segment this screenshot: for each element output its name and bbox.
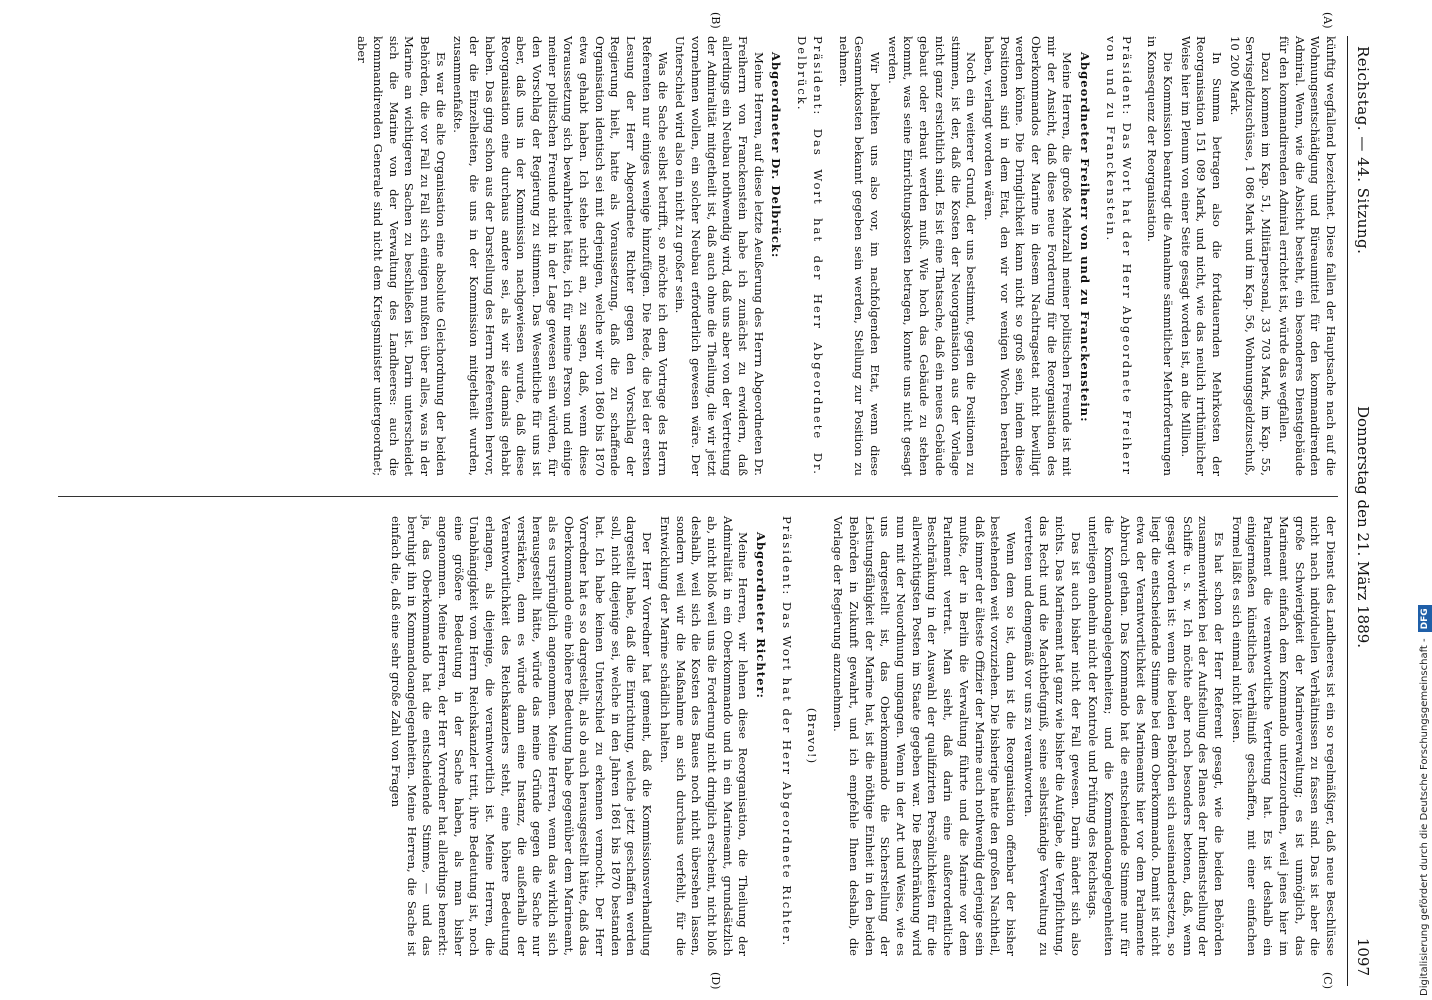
paragraph: Meine Herren, wir lehnen diese Reorganisation, die Theilung der Admiralität in ein Oberkommando und in ein Marineamt, grundsätzlich ab, nicht bloß weil uns die Forderung nicht dringlich erscheint, nicht bloß deshalb, weil sich die Kosten des Baues noch nicht übersehen lassen, sondern weil wir die Maßnahme an sich durchaus verfehlt, für die Entwicklung der Marine schädlich halten. (657, 516, 751, 956)
margin-mark-d: (D) (709, 972, 722, 990)
column-divider (58, 496, 1338, 497)
margin-mark-b: (B) (709, 12, 722, 29)
paragraph: Die Kommission beantragt die Annahme sämmtlicher Mehrforderungen in Konsequenz der Reorganisation. (1145, 36, 1175, 476)
page-number: 1097 (1354, 937, 1372, 976)
speaker-name: Abgeordneter Dr. Delbrück: (769, 52, 784, 259)
speaker-line (752, 516, 768, 956)
margin-mark-a: (A) (1321, 12, 1334, 29)
speaker-name: Abgeordneter Freiherr von und zu Franckenstein: (1078, 52, 1093, 423)
paragraph: Wir behalten uns also vor, im nachfolgenden Etat, wenn diese Gesammtkosten bekannt gegeben sein werden, Stellung zur Position zu nehmen. (836, 36, 883, 476)
paragraph: Es war die alte Organisation eine absolute Gleichordnung der beiden Behörden, die vor Fall zu Fall sich einigen mußten über alles, was in der Marine an wichtigeren Sachen zu beschließen ist. Darin unterscheidet sich die Marine von der Verwaltung des Landheeres: auch die kommandirenden Generale sind nicht dem Kriegsminister untergeordnet; aber (355, 36, 448, 476)
rotated-sheet (42, 6, 1382, 996)
paragraph: Dazu kommen im Kap. 51, Militärpersonal, 33 703 Mark, im Kap. 55, Servisgeldzuschüsse, 1 086 Mark und im Kap. 56, Wohnungsgeldzuschuß, 10 200 Mark. (1227, 36, 1274, 476)
speaker-name: Abgeordneter Richter: (754, 532, 769, 699)
header-rule (1347, 36, 1348, 986)
margin-mark-c: (C) (1321, 972, 1334, 989)
dfg-credit (1418, 0, 1432, 996)
credit-text: Digitalisierung gefördert durch die Deutsche Forschungsgemeinschaft - (1419, 638, 1430, 996)
president-remark: Präsident: Das Wort hat der Herr Abgeordnete Dr. Delbrück. (795, 36, 825, 476)
paragraph: Noch ein weiterer Grund, der uns bestimmt, gegen die Positionen zu stimmen, ist der, daß die Kosten der Neuorganisation aus der Vorlage nicht ganz ersichtlich sind. Es ist eine Thatsache, daß ein neues Gebäude gebaut oder erbaut werden muß. Wie hoch das Gebäude zu stehen kommt, was seine Einrichtungskosten betragen, konnte uns nicht gesagt werden. (885, 36, 979, 476)
paragraph: Meine Herren, die große Mehrzahl meiner politischen Freunde ist mit mir der Ansicht, daß diese neue Forderung für die Reorganisation des Oberkommandos der Marine in diesem Nachtragsetat nicht bewilligt werden könne. Die Dringlichkeit kann nicht so groß sein, indem diese Positionen sind in dem Etat, den wir vor wenigen Wochen berathen haben, verlangt worden wären. (981, 36, 1075, 476)
paragraph: der Dienst des Landheeres ist ein so regelmäßiger, daß neue Beschlüsse nicht nach individuellen Verhältnissen zu fassen sind. Das ist aber die große Schwierigkeit der Marineverwaltung; es ist unmöglich, das Marineamt einfach dem Kommando unterzuordnen, weil jenes hier im Parlament die verantwortliche Vertretung hat. Es ist deshalb ein einigermaßen künstliches Verhältniß geschaffen, mit einer einfachen Formel läßt es sich einmal nicht lösen. (1229, 516, 1338, 956)
paragraph: Meine Herren, auf diese letzte Aeußerung des Herrn Abgeordneten Dr. Freiherrn von Franckenstein habe ich zunächst zu erwidern, daß allerdings ein Neubau nothwendig wird, daß uns aber von der Vertretung der Admiralität mitgetheilt ist, daß auch ohne die Theilung, die wir jetzt vornehmen wollen, ein solcher Neubau erforderlich gewesen wäre. Der Unterschied wird also ein nicht zu großer sein. (673, 36, 766, 476)
speaker-line (1076, 36, 1092, 476)
header-date: Donnerstag den 21. März 1889. (1354, 406, 1372, 649)
running-header (1342, 6, 1382, 996)
header-left: Reichstag. — 44. Sitzung. (1354, 46, 1372, 255)
paragraph: Was die Sache selbst betrifft, so möchte ich dem Vortrage des Herrn Referenten nur einiges wenige hinzufügen. Die Rede, die bei der ersten Lesung der Herr Abgeordnete Richter gegen den Vorschlag der Regierung hielt, hatte als Voraussetzung, daß die zu schaffende Organisation identisch sei mit derjenigen, welche wir von 1860 bis 1870 etwa gehabt haben. Ich stehe nicht an, zu sagen, daß, wenn diese Voraussetzung sich bewahrheitet hätte, ich für meine Person und einige meiner politischen Freunde nicht in der Lage gewesen sein würden, für den Vorschlag der Regierung zu stimmen. Das Wesentliche für uns ist aber, daß uns in der Kommission nachgewiesen wurde, daß diese Reorganisation eine durchaus andere sei, als wir sie damals gehabt haben. Das ging schon aus der Darstellung des Herrn Referenten hervor, der die Einzelheiten, die uns in der Kommission mitgetheilt wurden, zusammenfaßte. (451, 36, 670, 476)
paragraph: Das ist auch bisher nicht der Fall gewesen. Darin ändert sich also nichts. Das Marineamt hat ganz wie bisher die Aufgabe, die Verpflichtung, das Recht und die Machtbefugniß, seine selbstständige Verwaltung zu vertreten und demgemäß vor uns zu verantworten. (1021, 516, 1083, 956)
paragraph: Der Herr Vorredner hat gemeint, daß die Kommissionsverhandlung dargestellt habe, daß die Einrichtung, welche jetzt geschaffen werden soll, nicht diejenige sei, welche in den Jahren 1861 bis 1870 bestanden hat. Ich habe keinen Unterschied zu erkennen vermocht. Der Herr Vorredner hat es so dargestellt, als ob auch herausgestellt hätte, daß das Oberkommando eine höhere Bedeutung habe gegenüber dem Marineamt, als es ursprünglich angenommen. Meine Herren, wenn das wirklich sich herausgestellt hätte, würde das meine Gründe gegen die Sache nur verstärken, denn es würde dann eine Instanz, die außerhalb der Verantwortlichkeit des Reichskanzlers steht, eine höhere Bedeutung erlangen, als diejenige, die verantwortlich ist. Meine Herren, die Unabhängigkeit vom Herrn Reichskanzler tritt, ihre Bedeutung ist, noch eine größere Bedeutung in der Sache haben, als man bisher angenommen. Meine Herren, der Herr Vorredner hat allerdings bemerkt: ja, das Oberkommando hat die entscheidende Stimme, — und das beruhigt ihn in Kommandoangelegenheiten. Meine Herren, die Sache ist einfach die, daß eine sehr große Zahl von Fragen (388, 516, 655, 956)
paragraph: künftig wegfallend bezeichnet. Diese fallen der Hauptsache nach auf die Wohnungsentschädigung und Büreaumittel für den kommandirenden Admiral. Wenn, wie die Absicht besteht, ein besonderes Dienstgebäude für den kommandirenden Admiral errichtet ist, würde das wegfallen. (1276, 36, 1338, 476)
speaker-line (768, 36, 784, 476)
left-column (58, 36, 1338, 476)
right-column (58, 516, 1338, 956)
paragraph: Wenn dem so ist, dann ist die Reorganisation offenbar der bisher bestehenden weit vorzuziehen. Die bisherige hatte den großen Nachtheil, daß immer der älteste Offizier der Marine auch nothwendig derjenige sein mußte, der in Berlin die Verwaltung führte und die Marine vor dem Parlament vertrat. Man sieht, daß darin eine außerordentliche Beschränkung in der Auswahl der qualifizirten Persönlichkeiten für die allerwichtigsten Posten im Staate gegeben war. Die Beschränkung wird nun mit der Neuordnung umgangen. Wenn in der Art und Weise, wie es uns dargestellt ist, das Oberkommando die Sicherstellung der Leistungsfähigkeit der Marine hat, ist die nöthige Einheit in den beiden Behörden in Zukunft gewahrt, und ich empfehle Ihnen deshalb, die Vorlage der Regierung anzunehmen. (831, 516, 1018, 956)
paragraph: In Summa betragen also die fortdauernden Mehrkosten der Reorganisation 151 089 Mark, und nicht, wie das neulich irrthümlicher Weise hier im Plenum von einer Seite gesagt worden ist, an die Million. (1178, 36, 1225, 476)
paragraph: Es hat schon der Herr Referent gesagt, wie die beiden Behörden zusammenwirken bei der Aufstellung des Planes der Indienststellung der Schiffe u. s. w. Ich möchte aber noch besonders betonen, daß, wenn gesagt worden ist: wenn die beiden Behörden sich auseinandersetzen, so liegt die entscheidende Stimme bei dem Oberkommando. Damit ist nicht etwa der Verantwortlichkeit des Marineamts hier vor dem Parlamente Abbruch gethan. Das Kommando hat die entscheidende Stimme nur für die Kommandoangelegenheiten; und die Kommandoangelegenheiten unterliegen ohnehin nicht der Kontrole und Prüfung des Reichstags. (1086, 516, 1227, 956)
applause-note: (Bravo!) (805, 707, 820, 765)
president-remark: Präsident: Das Wort hat der Herr Abgeordnete Richter. (779, 516, 794, 948)
president-remark: Präsident: Das Wort hat der Herr Abgeordnete Freiherr von und zu Franckenstein. (1103, 36, 1134, 476)
dfg-logo: DFG (1418, 605, 1432, 632)
